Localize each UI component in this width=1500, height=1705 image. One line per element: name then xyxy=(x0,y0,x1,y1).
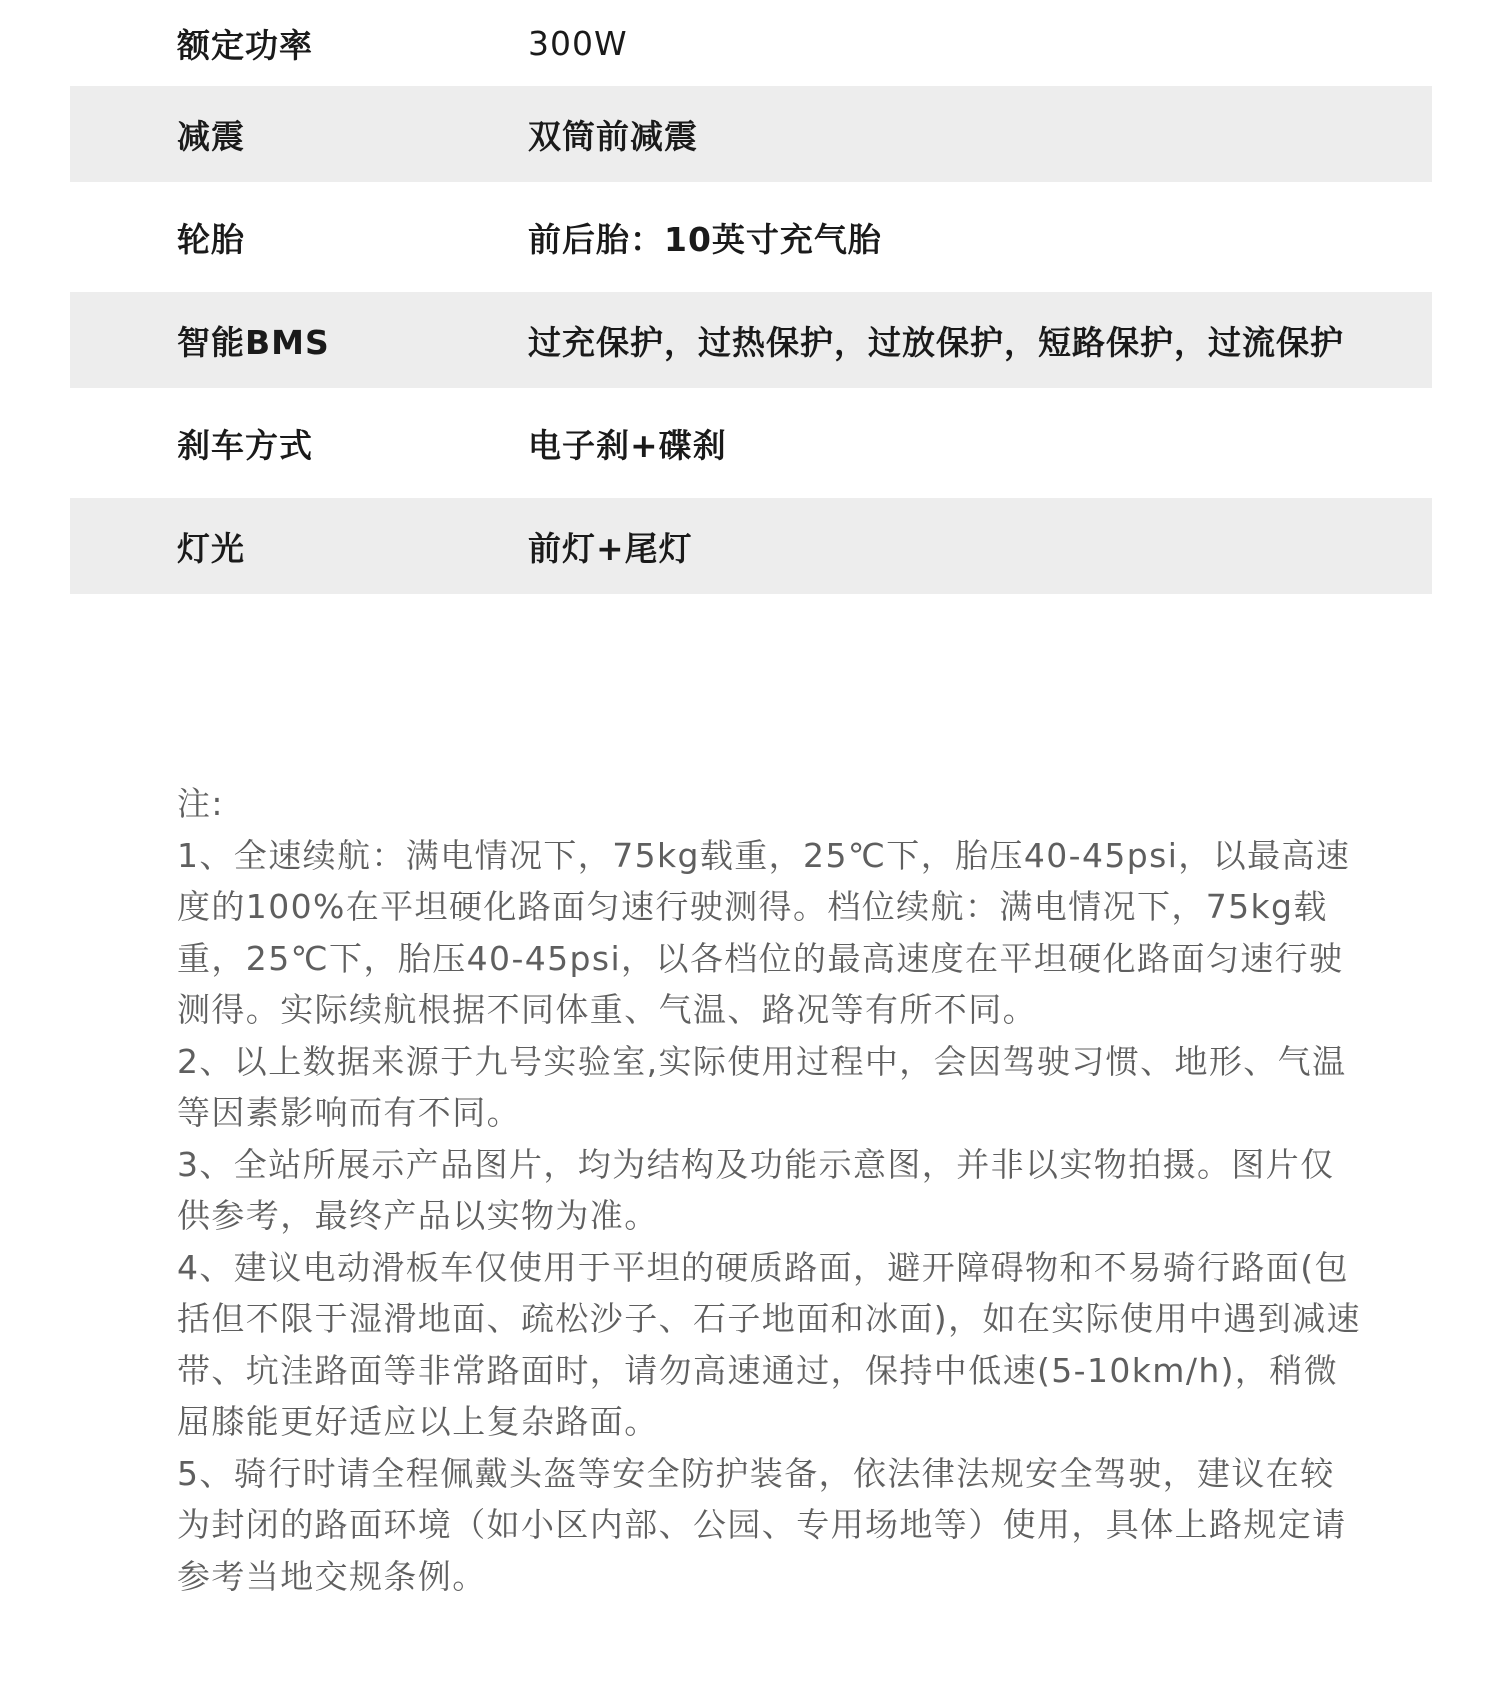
spec-value: 前后胎：10英寸充气胎 xyxy=(528,219,882,259)
spec-value: 300W xyxy=(528,23,628,63)
spec-label: 减震 xyxy=(177,116,245,156)
note-item-3: 3、全站所展示产品图片，均为结构及功能示意图，并非以实物拍摄。图片仅供参考，最终产品以实物为准。 xyxy=(177,1144,1335,1235)
note-item-4: 4、建议电动滑板车仅使用于平坦的硬质路面，避开障碍物和不易骑行路面(包括但不限于湿滑地面、疏松沙子、石子地面和冰面)，如在实际使用中遇到减速带、坑洼路面等非常路面时，请勿高速通过，保持中低速(5-10km/h)，稍微屈膝能更好适应以上复杂路面。 xyxy=(177,1247,1361,1441)
notes-section xyxy=(177,778,1367,1602)
note-item-1: 1、全速续航：满电情况下，75kg载重，25℃下，胎压40-45psi，以最高速度的100%在平坦硬化路面匀速行驶测得。档位续航：满电情况下，75kg载重，25℃下，胎压40-45psi，以各档位的最高速度在平坦硬化路面匀速行驶测得。实际续航根据不同体重、气温、路况等有所不同。 xyxy=(177,835,1351,1029)
notes-title: 注: xyxy=(177,784,224,823)
note-item-2: 2、以上数据来源于九号实验室,实际使用过程中，会因驾驶习惯、地形、气温等因素影响而有不同。 xyxy=(177,1041,1347,1132)
spec-value: 双筒前减震 xyxy=(528,116,698,156)
spec-label: 额定功率 xyxy=(177,25,313,65)
spec-value: 前灯+尾灯 xyxy=(528,528,693,568)
spec-label: 刹车方式 xyxy=(177,425,313,465)
spec-row-rated-power xyxy=(70,0,1432,86)
spec-label: 轮胎 xyxy=(177,219,245,259)
spec-row-suspension xyxy=(70,86,1432,182)
spec-row-tires xyxy=(70,182,1432,292)
spec-value: 过充保护，过热保护，过放保护，短路保护，过流保护 xyxy=(528,322,1344,362)
spec-row-bms xyxy=(70,292,1432,388)
spec-value: 电子刹+碟刹 xyxy=(528,425,727,465)
note-item-5: 5、骑行时请全程佩戴头盔等安全防护装备，依法律法规安全驾驶，建议在较为封闭的路面环境（如小区内部、公园、专用场地等）使用，具体上路规定请参考当地交规条例。 xyxy=(177,1453,1347,1596)
spec-label: 智能BMS xyxy=(177,322,330,362)
spec-row-lights xyxy=(70,498,1432,594)
spec-row-brakes xyxy=(70,388,1432,498)
spec-table xyxy=(70,0,1432,594)
spec-label: 灯光 xyxy=(177,528,245,568)
